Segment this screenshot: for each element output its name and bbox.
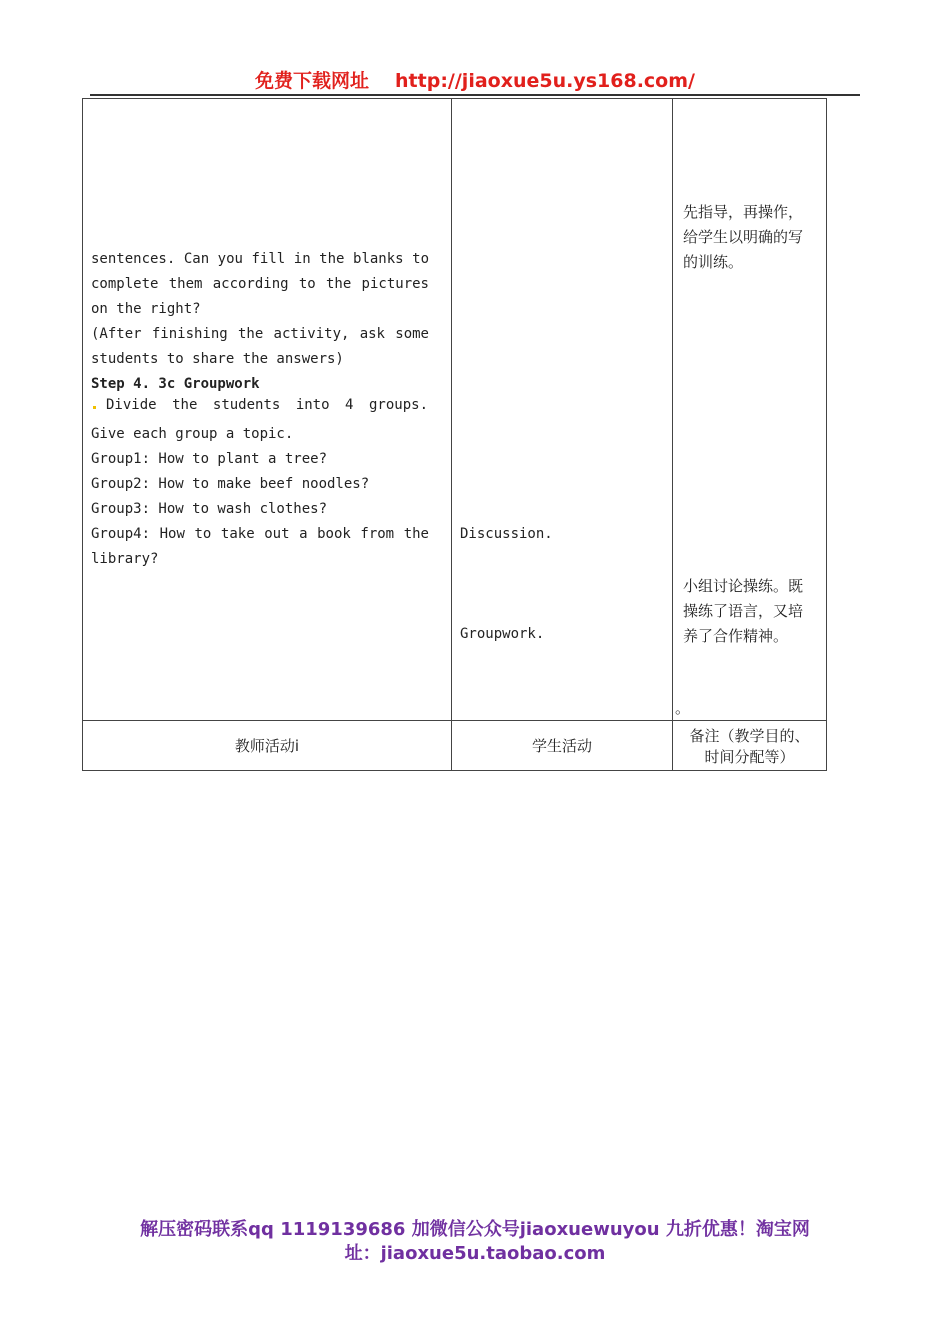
- student-activity-header: 学生活动: [452, 721, 673, 771]
- teacher-line: complete them according to the pictures: [91, 276, 429, 292]
- teacher-line: library?: [91, 551, 159, 567]
- notes-header-line: 备注（教学目的、: [689, 726, 810, 745]
- note-line: 的训练。: [683, 253, 744, 271]
- step-heading: Step 4. 3c Groupwork: [91, 376, 260, 392]
- lesson-plan-table: [82, 98, 827, 771]
- note-line: 操练了语言，又培: [683, 602, 804, 620]
- notes-header: [673, 721, 827, 771]
- teacher-line: Divide the students into 4 groups.: [106, 397, 428, 413]
- note-line: 。: [675, 699, 691, 717]
- teacher-line: Group2: How to make beef noodles?: [91, 476, 370, 492]
- note-line: 先指导，再操作，: [683, 203, 804, 221]
- teacher-activity-cell: [83, 99, 452, 721]
- teacher-line-with-marker: [91, 397, 428, 413]
- footer-taobao-line[interactable]: 址：jiaoxue5u.taobao.com: [344, 1243, 606, 1264]
- teacher-line: (After finishing the activity, ask some: [91, 326, 429, 342]
- header-url-link[interactable]: http://jiaoxue5u.ys168.com/: [395, 70, 695, 92]
- teacher-line: Group3: How to wash clothes?: [91, 501, 328, 517]
- notes-cell: [673, 99, 827, 721]
- student-activity-cell: [452, 99, 673, 721]
- teacher-line: on the right?: [91, 301, 201, 317]
- note-line: 养了合作精神。: [683, 627, 789, 645]
- note-line: 给学生以明确的写: [683, 228, 804, 246]
- teacher-line: Group4: How to take out a book from the: [91, 526, 429, 542]
- header-site-label: 免费下载网址: [255, 70, 370, 92]
- edit-marker-icon: [93, 406, 96, 409]
- teacher-line: Give each group a topic.: [91, 426, 294, 442]
- teacher-line: sentences. Can you fill in the blanks to: [91, 251, 429, 267]
- header-divider: [90, 94, 860, 96]
- student-line: Groupwork.: [460, 626, 545, 642]
- student-line: Discussion.: [460, 526, 553, 542]
- footer-contact-line: 解压密码联系qq 1119139686 加微信公众号jiaoxuewuyou 九折优惠！淘宝网: [140, 1219, 810, 1240]
- teacher-activity-header: 教师活动i: [83, 721, 452, 771]
- page-header: [0, 66, 950, 93]
- notes-header-line: 时间分配等）: [704, 747, 795, 766]
- page-footer: [80, 1218, 870, 1266]
- content-row: [83, 99, 827, 721]
- teacher-line: students to share the answers): [91, 351, 344, 367]
- column-header-row: [83, 721, 827, 771]
- note-line: 小组讨论操练。既: [683, 577, 804, 595]
- teacher-line: Group1: How to plant a tree?: [91, 451, 328, 467]
